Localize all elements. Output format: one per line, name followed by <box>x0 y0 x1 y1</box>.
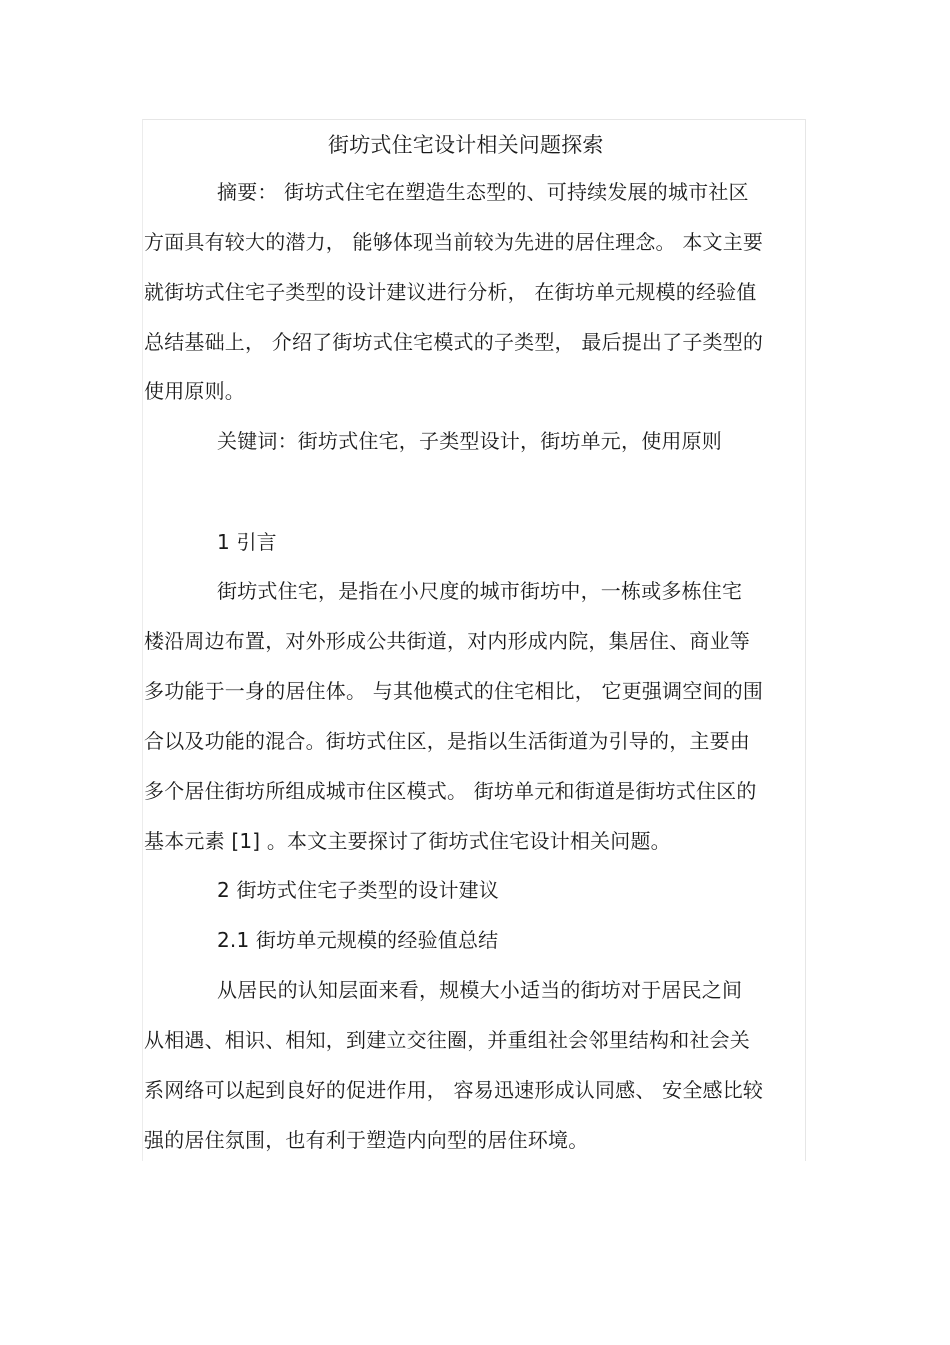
paragraph-line: 多功能于一身的居住体。 与其他模式的住宅相比， 它更强调空间的围 <box>144 679 764 703</box>
section-heading: 2 街坊式住宅子类型的设计建议 <box>217 878 500 902</box>
paragraph-line: 合以及功能的混合。街坊式住区，是指以生活街道为引导的，主要由 <box>144 729 750 753</box>
abstract-line: 方面具有较大的潜力， 能够体现当前较为先进的居住理念。 本文主要 <box>144 230 764 254</box>
paragraph-line: 多个居住街坊所组成城市住区模式。 街坊单元和街道是街坊式住区的 <box>144 779 757 803</box>
section-heading: 1 引言 <box>217 530 277 554</box>
abstract-line: 摘要： 街坊式住宅在塑造生态型的、可持续发展的城市社区 <box>217 180 749 204</box>
paragraph-line: 楼沿周边布置，对外形成公共街道，对内形成内院，集居住、商业等 <box>144 629 750 653</box>
paragraph-line: 基本元素 [1] 。本文主要探讨了街坊式住宅设计相关问题。 <box>144 829 671 853</box>
subsection-heading: 2.1 街坊单元规模的经验值总结 <box>217 928 499 952</box>
abstract-line: 使用原则。 <box>144 379 245 403</box>
paragraph-line: 从居民的认知层面来看，规模大小适当的街坊对于居民之间 <box>217 978 743 1002</box>
abstract-line: 就街坊式住宅子类型的设计建议进行分析， 在街坊单元规模的经验值 <box>144 280 757 304</box>
document-title: 街坊式住宅设计相关问题探索 <box>328 133 604 157</box>
keywords: 关键词：街坊式住宅，子类型设计，街坊单元，使用原则 <box>217 429 722 453</box>
paragraph-line: 从相遇、相识、相知，到建立交往圈，并重组社会邻里结构和社会关 <box>144 1028 750 1052</box>
paragraph-line: 街坊式住宅，是指在小尺度的城市街坊中，一栋或多栋住宅 <box>217 579 743 603</box>
paragraph-line: 强的居住氛围，也有利于塑造内向型的居住环境。 <box>144 1128 589 1152</box>
abstract-line: 总结基础上， 介绍了街坊式住宅模式的子类型， 最后提出了子类型的 <box>144 330 764 354</box>
paragraph-line: 系网络可以起到良好的促进作用， 容易迅速形成认同感、 安全感比较 <box>144 1078 764 1102</box>
